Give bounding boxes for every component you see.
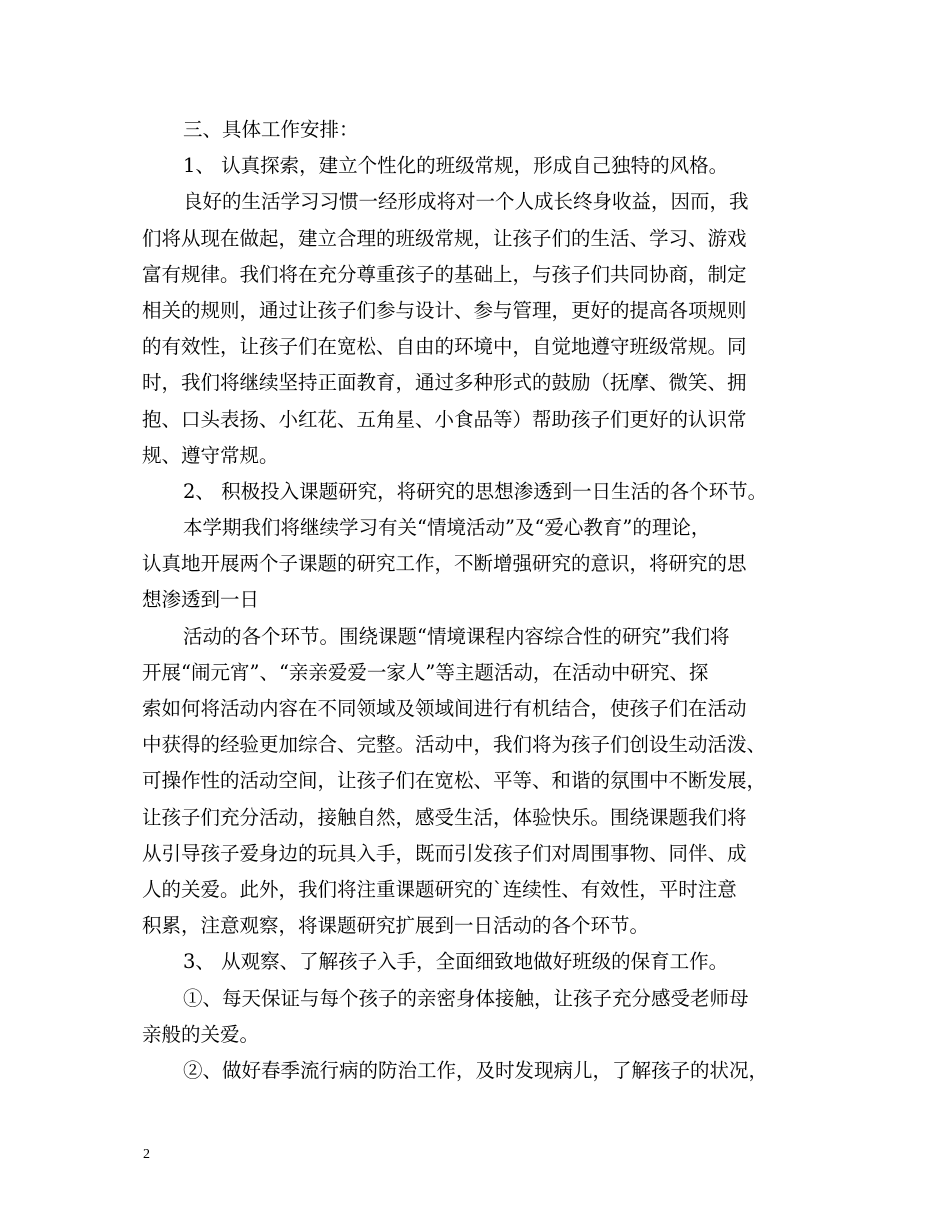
paragraph-line: 规、遵守常规。 <box>142 443 279 467</box>
paragraph-line: 开展“闹元宵”、“亲亲爱爱一家人”等主题活动，在活动中研究、探 <box>142 660 709 684</box>
paragraph-line: 中获得的经验更加综合、完整。活动中，我们将为孩子们创设生动活泼、 <box>142 733 767 757</box>
paragraph-line: 人的关爱。此外，我们将注重课题研究的`连续性、有效性，平时注意 <box>142 877 737 901</box>
paragraph-line: 可操作性的活动空间，让孩子们在宽松、平等、和谐的氛围中不断发展， <box>142 769 767 793</box>
paragraph-line: 索如何将活动内容在不同领域及领域间进行有机结合，使孩子们在活动 <box>142 697 747 720</box>
paragraph-line: 亲般的关爱。 <box>142 1022 260 1046</box>
numbered-item-heading: 1、 认真探索，建立个性化的班级常规，形成自己独特的风格。 <box>183 154 729 178</box>
paragraph-line: 积累，注意观察，将课题研究扩展到一日活动的各个环节。 <box>142 914 650 938</box>
section-heading: 三、具体工作安排： <box>183 118 359 141</box>
numbered-item-heading: 3、 从观察、了解孩子入手，全面细致地做好班级的保育工作。 <box>183 950 729 974</box>
paragraph-line: 们将从现在做起，建立合理的班级常规，让孩子们的生活、学习、游戏 <box>142 226 747 250</box>
paragraph-line: 想渗透到一日 <box>142 588 260 612</box>
numbered-item-heading: 2、 积极投入课题研究，将研究的思想渗透到一日生活的各个环节。 <box>183 479 768 503</box>
paragraph-line: 时，我们将继续坚持正面教育，通过多种形式的鼓励（抚摩、微笑、拥 <box>142 371 747 395</box>
paragraph-line: 认真地开展两个子课题的研究工作，不断增强研究的意识，将研究的思 <box>142 552 747 576</box>
document-body <box>142 112 822 1089</box>
paragraph-line: ②、做好春季流行病的防治工作，及时发现病儿，了解孩子的状况， <box>183 1058 769 1082</box>
page-number: 2 <box>143 1147 150 1162</box>
paragraph-line: 良好的生活学习习惯一经形成将对一个人成长终身收益，因而，我 <box>183 190 749 214</box>
paragraph-line: 抱、口头表扬、小红花、五角星、小食品等）帮助孩子们更好的认识常 <box>142 407 747 431</box>
paragraph-line: 的有效性，让孩子们在宽松、自由的环境中，自觉地遵守班级常规。同 <box>142 335 747 359</box>
paragraph-line: 本学期我们将继续学习有关“情境活动”及“爱心教育”的理论， <box>183 516 711 540</box>
paragraph-line: 相关的规则，通过让孩子们参与设计、参与管理，更好的提高各项规则 <box>142 298 747 322</box>
paragraph-line: ①、每天保证与每个孩子的亲密身体接触，让孩子充分感受老师母 <box>183 986 749 1010</box>
paragraph-line: 从引导孩子爱身边的玩具入手，既而引发孩子们对周围事物、同伴、成 <box>142 841 747 865</box>
paragraph-line: 富有规律。我们将在充分尊重孩子的基础上，与孩子们共同协商，制定 <box>142 262 747 286</box>
paragraph-line: 让孩子们充分活动，接触自然，感受生活，体验快乐。围绕课题我们将 <box>142 805 747 829</box>
paragraph-line: 活动的各个环节。围绕课题“情境课程内容综合性的研究”我们将 <box>183 624 730 648</box>
